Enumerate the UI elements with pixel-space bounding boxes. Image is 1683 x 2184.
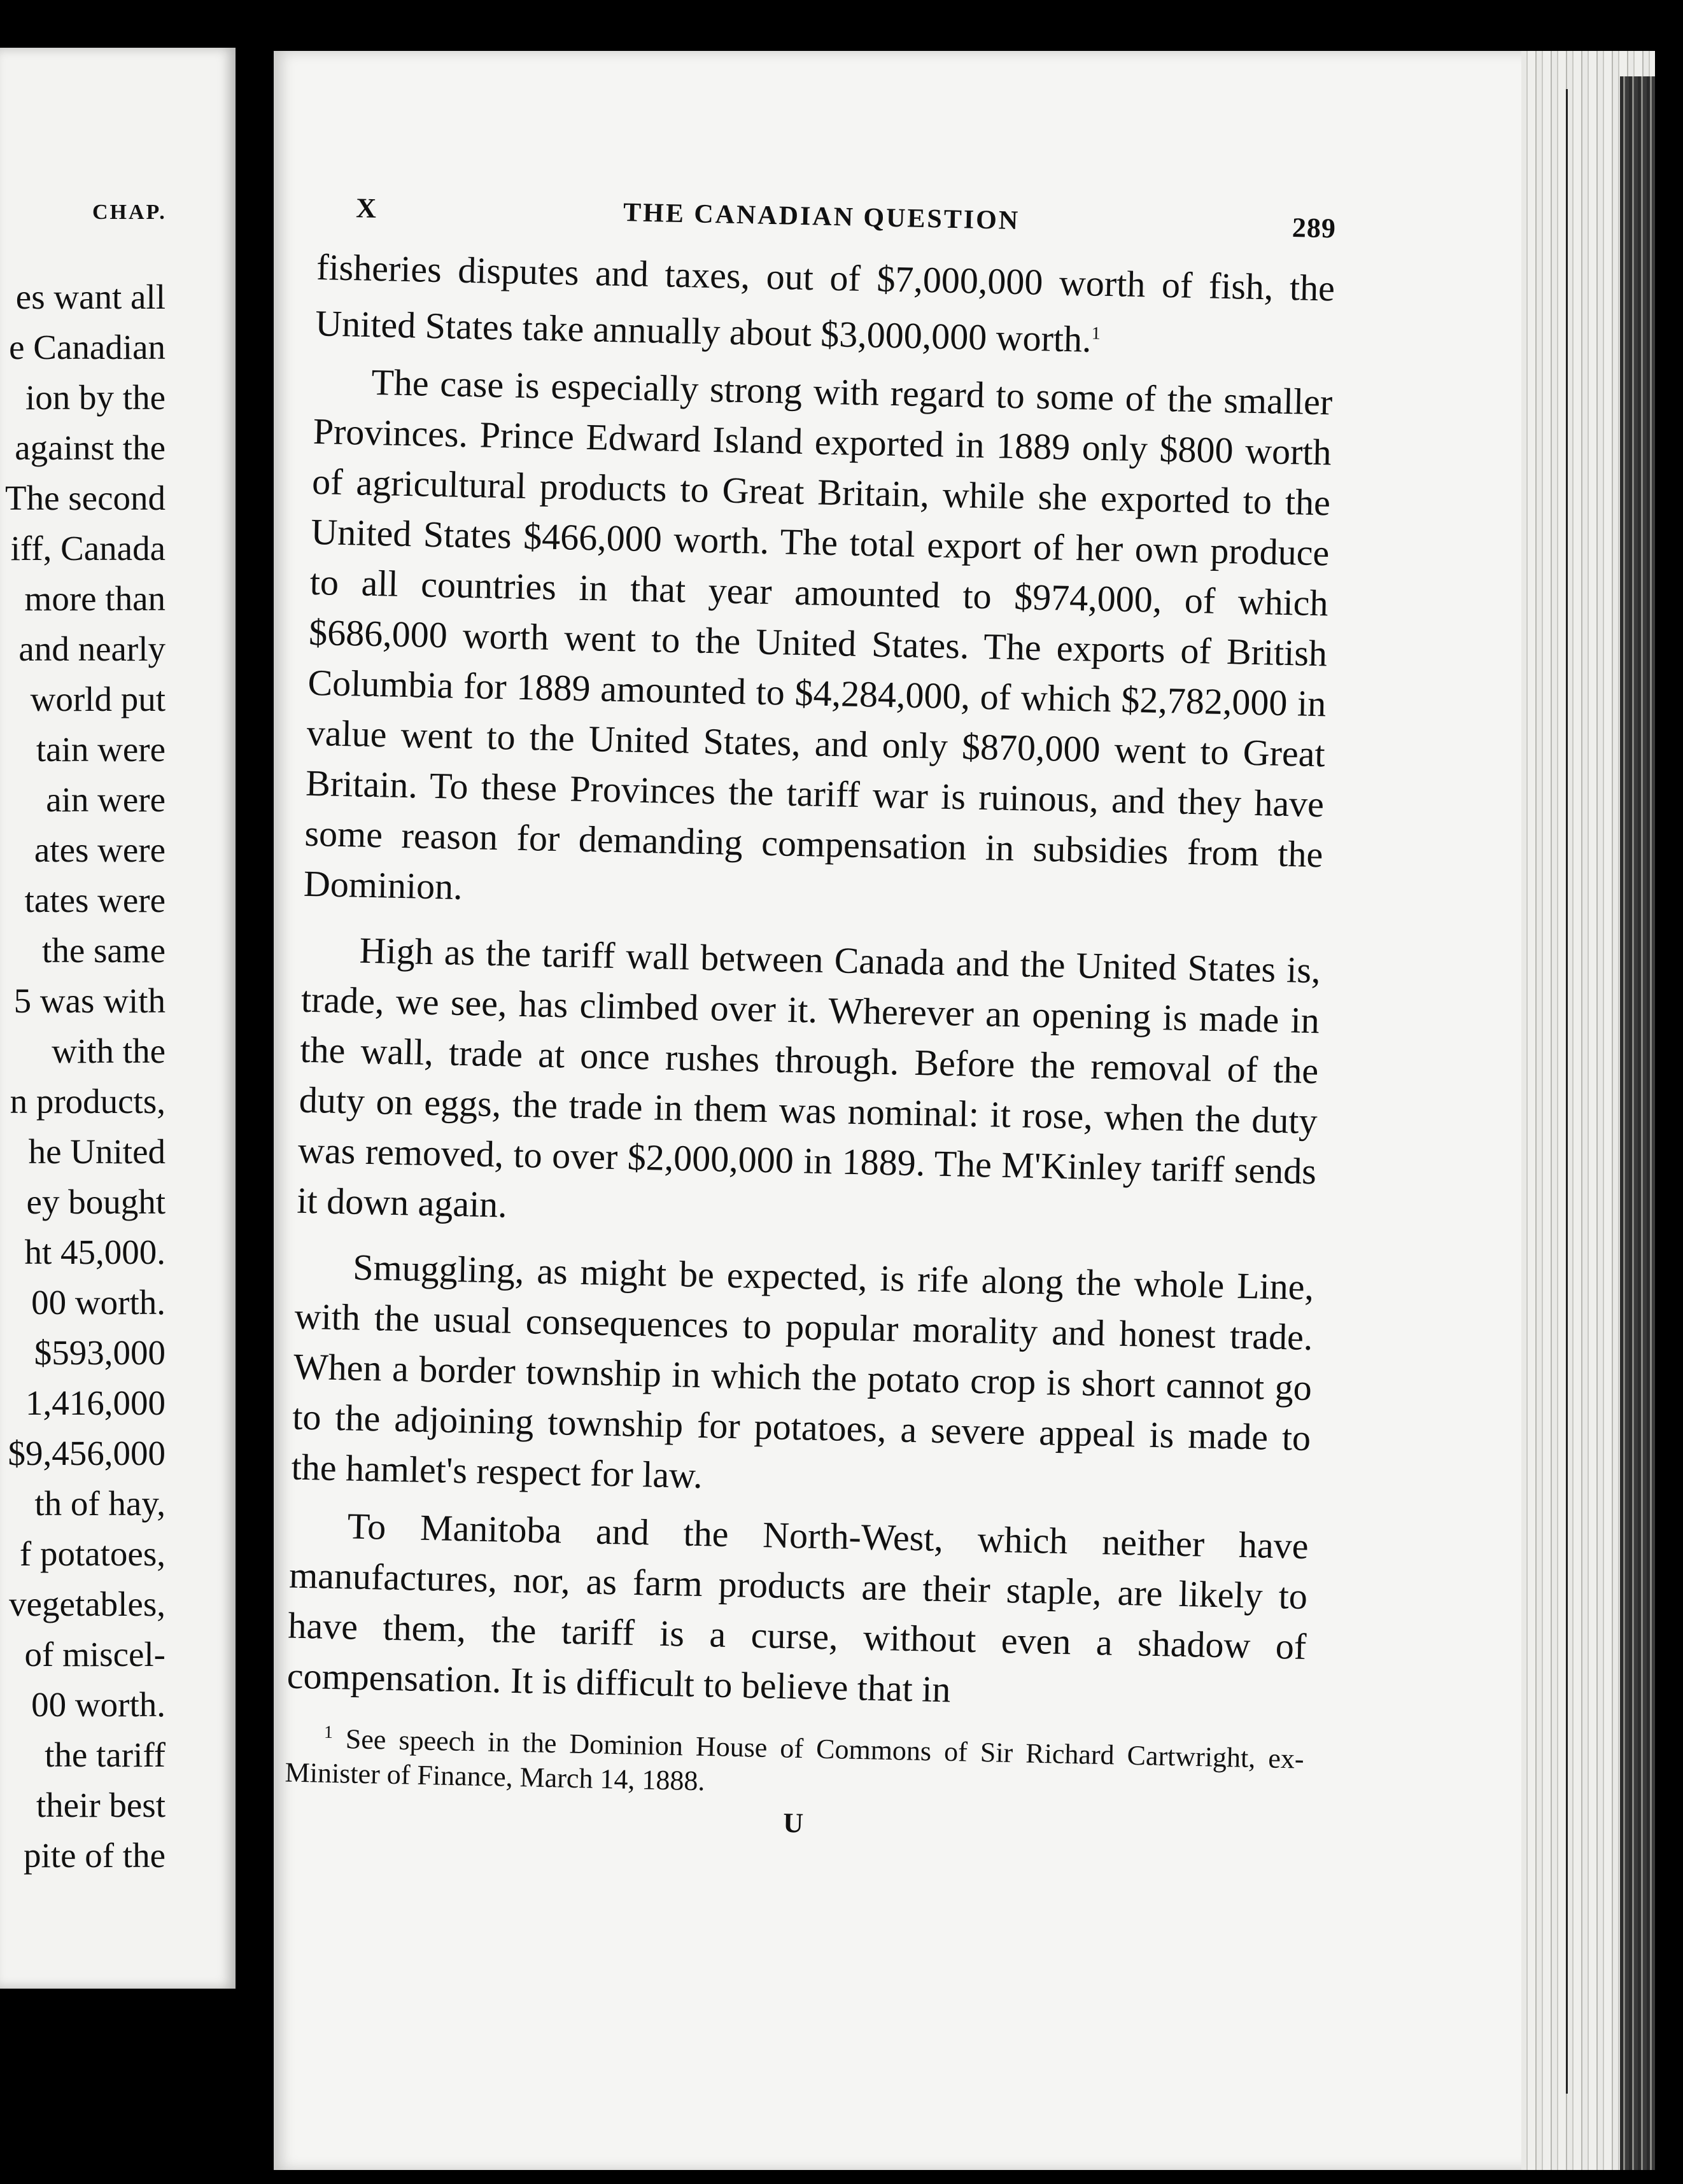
left-page-line: 5 was with bbox=[13, 981, 165, 1020]
left-page-line: f potatoes, bbox=[19, 1534, 165, 1573]
left-page-line: ht 45,000. bbox=[24, 1233, 165, 1271]
left-page-line: the tariff bbox=[45, 1735, 165, 1774]
paragraph-1-text: fisheries disputes and taxes, out of $7,000,000 worth of fish, the United States take annually about $3,000,000 worth. bbox=[314, 246, 1335, 360]
left-page-line: and nearly bbox=[18, 629, 165, 668]
book-cover-edge bbox=[1620, 76, 1655, 2170]
footnote-text: See speech in the Dominion House of Commons of Sir Richard Cartwright, ex-Minister of Finance, March 14, 1888. bbox=[285, 1723, 1305, 1797]
page-number: 289 bbox=[1292, 212, 1337, 244]
page-edges bbox=[1521, 51, 1655, 2170]
footnote-marker: 1 bbox=[323, 1723, 334, 1743]
left-page-line: 00 worth. bbox=[31, 1685, 165, 1724]
book-gutter bbox=[236, 38, 274, 2011]
paragraph-1 bbox=[315, 242, 1335, 370]
left-page-line: ain were bbox=[46, 780, 165, 819]
chapter-number: X bbox=[355, 192, 379, 224]
left-page-line: their best bbox=[36, 1786, 165, 1824]
left-page-line: $9,456,000 bbox=[8, 1434, 165, 1473]
left-page-line: pite of the bbox=[24, 1836, 165, 1875]
left-page bbox=[0, 48, 236, 1989]
left-page-line: $593,000 bbox=[34, 1333, 165, 1372]
signature-mark: U bbox=[782, 1807, 804, 1839]
left-page-line: 00 worth. bbox=[31, 1283, 165, 1322]
left-page-line: tates were bbox=[24, 881, 165, 920]
left-page-line: of miscel- bbox=[24, 1635, 165, 1674]
left-page-line: with the bbox=[52, 1032, 165, 1070]
left-page-line: ey bought bbox=[26, 1182, 165, 1221]
left-page-line: ates were bbox=[34, 830, 165, 869]
paragraph-2: The case is especially strong with regard to some of the smaller Provinces. Prince Edward Island exported in 1889 only $800 worth of agricultural products to Great Britain, while she exported to the United States $466,000 worth. The total export of her own produce to all countries in that year amounted to $974,000, of which $686,000 worth went to the United States. The exports of British Columbia for 1889 amounted to $4,284,000, of which $2,782,000 in value went to the United States, and only $870,000 went to Great Britain. To these Provinces the tariff war is ruinous, and they have some reason for demanding compensation in subsidies from the Dominion. bbox=[303, 361, 1333, 908]
running-title: THE CANADIAN QUESTION bbox=[623, 198, 1020, 236]
left-page-line: th of hay, bbox=[34, 1484, 165, 1523]
left-page-line: vegetables, bbox=[9, 1585, 165, 1623]
left-page-line: 1,416,000 bbox=[25, 1383, 165, 1422]
left-page-line: The second bbox=[5, 479, 165, 517]
footnote-reference: 1 bbox=[1091, 323, 1101, 344]
paragraph-4: Smuggling, as might be expected, is rife along the whole Line, with the usual consequences to popular morality and honest trade. When a border township in which the potato crop is short cannot go to the adjoining township for potatoes, a severe appeal is made to the hamlet's respect for law. bbox=[291, 1246, 1314, 1497]
page-edge-line bbox=[1566, 89, 1568, 2094]
left-page-line: he United bbox=[28, 1132, 165, 1171]
left-page-line: tain were bbox=[36, 730, 165, 769]
left-page-line: against the bbox=[15, 428, 165, 467]
left-page-line: iff, Canada bbox=[10, 529, 165, 568]
left-page-line: e Canadian bbox=[9, 328, 165, 367]
paragraph-5: To Manitoba and the North-West, which neither have manufactures, nor, as farm products are their staple, are likely to have them, the tariff is a curse, without even a shadow of compensation. It is difficult to believe that in bbox=[286, 1505, 1309, 1711]
left-page-line: more than bbox=[24, 579, 165, 618]
left-page-line: ion by the bbox=[25, 378, 165, 417]
footnote bbox=[285, 1715, 1304, 1811]
left-page-line: n products, bbox=[10, 1082, 165, 1121]
left-chapter-header: CHAP. bbox=[92, 200, 167, 224]
left-page-line: the same bbox=[42, 931, 165, 970]
paragraph-3: High as the tariff wall between Canada and the United States is, trade, we see, has climbed over it. Wherever an opening is made in the wall, trade at once rushes through. Before the removal of the duty on eggs, the trade in them was nominal: it rose, when the duty was removed, to over $2,000,000 in 1889. The M'Kinley tariff sends it down again. bbox=[296, 929, 1321, 1226]
page-text-block bbox=[284, 185, 1337, 1850]
left-page-line: es want all bbox=[15, 277, 165, 316]
left-page-line: world put bbox=[30, 680, 165, 718]
